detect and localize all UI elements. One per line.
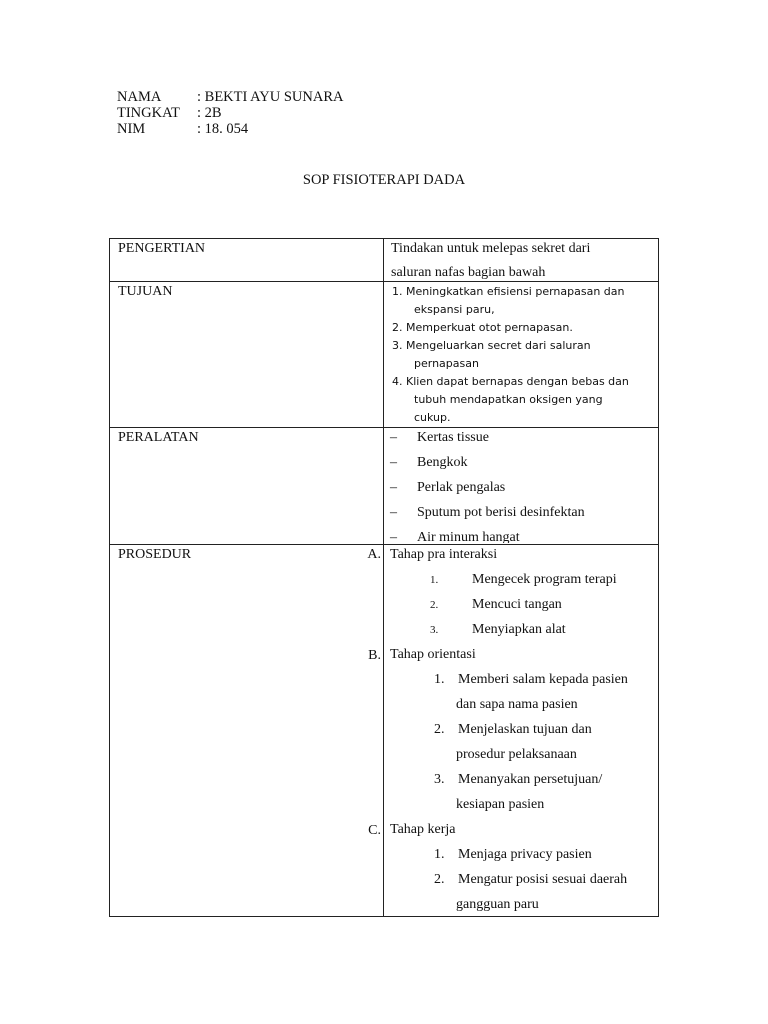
dash-bullet: – xyxy=(390,480,397,495)
name-label: NAMA xyxy=(117,89,162,105)
step-text-cont: dan sapa nama pasien xyxy=(456,697,578,712)
nim-label: NIM xyxy=(117,121,146,137)
pengertian-line: Tindakan untuk melepas sekret dari xyxy=(391,241,591,256)
prosedur-content xyxy=(384,545,658,916)
name-value: : BEKTI AYU SUNARA xyxy=(197,89,344,105)
step-number: 3. xyxy=(430,624,439,636)
step-text-cont: gangguan paru xyxy=(456,897,539,912)
section-title-b: Tahap orientasi xyxy=(390,647,476,662)
step-text-cont: prosedur pelaksanaan xyxy=(456,747,577,762)
level-label: TINGKAT xyxy=(117,105,180,121)
step-number: 1. xyxy=(430,574,439,586)
row-prosedur xyxy=(110,545,659,917)
dash-bullet: – xyxy=(390,455,397,470)
prosedur-step xyxy=(390,771,658,796)
pengertian-label: PENGERTIAN xyxy=(118,241,206,256)
step-text: Mengecek program terapi xyxy=(472,572,617,587)
prosedur-step xyxy=(390,846,658,871)
row-peralatan xyxy=(110,428,659,545)
section-letter-c: C. xyxy=(368,823,381,838)
step-text: Mengatur posisi sesuai daerah xyxy=(458,872,628,887)
section-title-c: Tahap kerja xyxy=(390,822,456,837)
tujuan-item-cont: tubuh mendapatkan oksigen yang xyxy=(414,393,603,406)
step-text-cont: kesiapan pasien xyxy=(456,797,545,812)
nim-row xyxy=(117,120,248,138)
step-number: 2. xyxy=(430,599,439,611)
row-tujuan xyxy=(110,282,659,428)
tujuan-item: 2. Memperkuat otot pernapasan. xyxy=(392,321,573,334)
tujuan-item-cont: pernapasan xyxy=(414,357,479,370)
step-number: 1. xyxy=(434,847,445,862)
step-number: 2. xyxy=(434,872,445,887)
step-text: Mencuci tangan xyxy=(472,597,562,612)
peralatan-item-text: Air minum hangat xyxy=(417,530,520,543)
prosedur-step xyxy=(390,721,658,746)
tujuan-item-cont: ekspansi paru, xyxy=(414,303,495,316)
tujuan-label: TUJUAN xyxy=(118,284,173,299)
pengertian-content xyxy=(384,239,658,281)
peralatan-item xyxy=(390,479,658,504)
prosedur-step xyxy=(390,571,658,596)
peralatan-item xyxy=(390,504,658,529)
prosedur-step xyxy=(390,621,658,646)
level-value: : 2B xyxy=(197,105,222,121)
step-number: 1. xyxy=(434,672,445,687)
prosedur-step xyxy=(390,871,658,896)
step-text: Menjelaskan tujuan dan xyxy=(458,722,592,737)
prosedur-label-cell xyxy=(110,545,383,914)
dash-bullet: – xyxy=(390,430,397,445)
peralatan-item-text: Bengkok xyxy=(417,455,468,470)
step-text: Memberi salam kepada pasien xyxy=(458,672,628,687)
tujuan-item: 4. Klien dapat bernapas dengan bebas dan xyxy=(392,375,629,388)
step-text: Menjaga privacy pasien xyxy=(458,847,592,862)
dash-bullet: – xyxy=(390,530,397,543)
step-number: 2. xyxy=(434,722,445,737)
tujuan-item: 3. Mengeluarkan secret dari saluran xyxy=(392,339,591,352)
peralatan-list xyxy=(384,428,658,543)
section-letter-a: A. xyxy=(367,547,381,562)
step-number: 3. xyxy=(434,772,445,787)
pengertian-line: saluran nafas bagian bawah xyxy=(391,265,546,280)
document-title: SOP FISIOTERAPI DADA xyxy=(302,172,466,188)
prosedur-label: PROSEDUR xyxy=(118,547,192,562)
prosedur-step xyxy=(390,671,658,696)
peralatan-item-text: Sputum pot berisi desinfektan xyxy=(417,505,585,520)
peralatan-item xyxy=(390,529,658,543)
nim-value: : 18. 054 xyxy=(197,121,249,137)
peralatan-item-text: Kertas tissue xyxy=(417,430,489,445)
tujuan-item: 1. Meningkatkan efisiensi pernapasan dan xyxy=(392,285,625,298)
step-text: Menanyakan persetujuan/ xyxy=(458,772,603,787)
section-letter-b: B. xyxy=(368,648,381,663)
section-title-a: Tahap pra interaksi xyxy=(390,547,498,562)
prosedur-step xyxy=(390,596,658,621)
sop-table xyxy=(109,238,659,917)
peralatan-item xyxy=(390,429,658,454)
dash-bullet: – xyxy=(390,505,397,520)
peralatan-label: PERALATAN xyxy=(118,430,199,445)
tujuan-list xyxy=(384,282,658,427)
peralatan-item xyxy=(390,454,658,479)
tujuan-item-cont: cukup. xyxy=(414,411,451,424)
step-text: Menyiapkan alat xyxy=(472,622,566,637)
peralatan-item-text: Perlak pengalas xyxy=(417,480,506,495)
row-pengertian xyxy=(110,239,659,282)
